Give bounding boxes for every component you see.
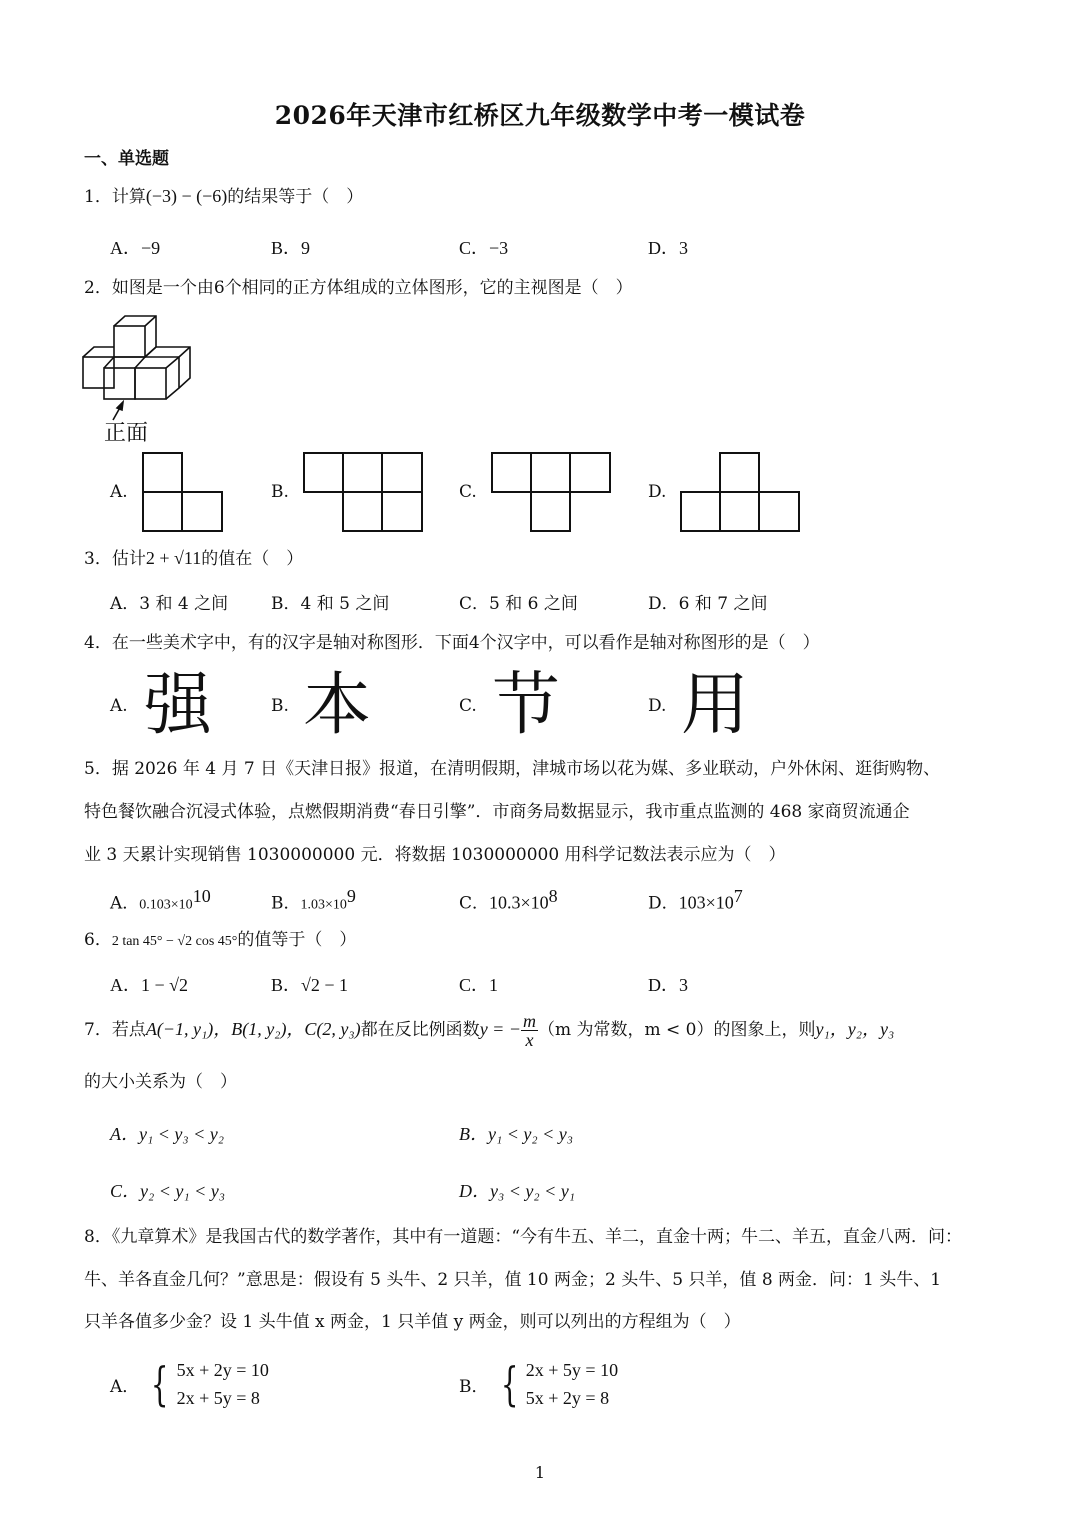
equation-system [110,1356,269,1412]
option-d-figure [680,452,801,532]
option-c-character: 节 [492,666,561,745]
equation-system [459,1356,618,1412]
question-text: 的值在（ ） [201,549,304,569]
function-fraction [521,1012,538,1049]
question-1 [84,184,363,209]
option-b: B．y₁ < y₂ < y₃ [459,1124,574,1144]
option-d-character: 用 [681,666,750,745]
math-points: A(−1, y₁)，B(1, y₂)，C(2, y₃) [145,1019,361,1039]
option-c: C．5 和 6 之间 [459,594,578,614]
equation-rows [526,1356,618,1412]
option-b-letter: B. [271,696,289,716]
fraction-denominator: x [525,1030,534,1050]
option-value: 0.103×10 [139,897,193,913]
question-8-line-2: 牛、羊各直金几何？”意思是：假设有 5 头牛、2 只羊，值 10 两金；2 头牛、5 只羊，值 8 两金．问：1 头牛、1 [84,1270,942,1290]
function-lhs: y = − [479,1019,521,1039]
option-d: D．y₃ < y₂ < y₁ [459,1181,576,1201]
option-d: D．3 [648,238,688,258]
math-variables: y₁，y₂，y₃ [815,1019,895,1039]
brace-icon: { [151,1357,169,1411]
question-4: 4．在一些美术字中，有的汉字是轴对称图形．下面4个汉字中，可以看作是轴对称图形的是（ ） [84,633,820,653]
option-b [271,886,356,914]
equation-1: 2x + 5y = 10 [525,1360,619,1380]
option-a-figure [142,452,224,532]
question-5-line-2: 特色餐饮融合沉浸式体验，点燃假期消费“春日引擎”．市商务局数据显示，我市重点监测的 468 家商贸流通企 [84,802,910,822]
option-b-letter: B. [271,482,289,502]
question-text: 都在反比例函数 [360,1020,480,1040]
question-text: （m 为常数，m < 0）的图象上，则 [537,1020,816,1040]
option-a-letter: A. [110,696,128,716]
option-d-letter: D. [648,696,667,716]
question-number: 6． [84,930,112,950]
question-text: 3．估计 [84,549,146,569]
option-letter: A． [110,1376,140,1397]
question-text: 7．若点 [84,1020,146,1040]
equation-1: 5x + 2y = 10 [176,1360,269,1380]
option-c: C．1 [459,975,499,995]
page-title: 2026年天津市红桥区九年级数学中考一模试卷 [274,101,806,130]
option-c-figure [491,452,612,532]
option-letter: A． [110,893,140,914]
option-a-letter: A. [110,482,128,502]
question-7 [84,1012,894,1049]
cube-solid-figure [80,312,195,422]
question-3 [84,546,303,571]
question-2: 2．如图是一个由6个相同的正方体组成的立体图形，它的主视图是（ ） [84,278,633,298]
question-5-line-3: 业 3 天累计实现销售 1030000000 元．将数据 1030000000 用科学记数法表示应为（ ） [84,845,786,865]
option-letter: C． [459,893,490,914]
option-value: 103×10 [678,892,734,913]
fraction-numerator: m [522,1011,536,1031]
option-a: A．−9 [110,238,161,258]
option-c: C．−3 [459,238,509,258]
question-8-line-1: 8．《九章算术》是我国古代的数学著作，其中有一道题：“今有牛五、羊二，直金十两；牛二、羊五，直金八两．问： [84,1227,963,1247]
option-a: A．y₁ < y₃ < y₂ [110,1124,225,1144]
option-letter: D． [648,893,679,914]
option-value: 10.3×10 [489,892,549,913]
front-label: 正面 [104,421,149,446]
option-b: B．√2 − 1 [271,975,349,995]
equation-2: 2x + 5y = 8 [176,1388,260,1408]
option-d: D．3 [648,975,688,995]
option-b: B．9 [271,238,311,258]
math-expression: 2 + √11 [145,548,202,568]
question-8-line-3: 只羊各值多少金？设 1 头牛值 x 两金，1 只羊值 y 两金，则可以列出的方程组为（ ） [84,1312,741,1332]
question-number: 1． [84,187,112,207]
option-exponent: 7 [733,886,743,906]
option-c: C．y₂ < y₁ < y₃ [110,1181,226,1201]
option-a: A．1 − √2 [110,975,189,995]
option-d: D．6 和 7 之间 [648,594,768,614]
option-c-letter: C. [459,696,477,716]
question-7-line-2: 的大小关系为（ ） [84,1072,237,1092]
option-a-character: 强 [144,666,213,745]
equation-2: 5x + 2y = 8 [525,1388,610,1408]
option-d-letter: D. [648,482,667,502]
question-5-line-1: 5．据 2026 年 4 月 7 日《天津日报》报道，在清明假期，津城市场以花为媒、多业联动，户外休闲、逛街购物、 [84,759,941,779]
question-text: 计算 [111,187,146,207]
equation-rows [177,1356,269,1412]
option-c [459,886,558,914]
option-d [648,886,743,914]
page-number: 1 [534,1463,546,1482]
brace-icon: { [500,1357,518,1411]
section-heading: 一、单选题 [84,149,169,169]
option-exponent: 9 [346,886,356,906]
option-b [459,1356,618,1412]
question-text: 的结果等于（ ） [227,187,364,207]
option-b: B．4 和 5 之间 [271,594,390,614]
math-expression: (−3) − (−6) [145,186,228,206]
option-letter: B． [459,1376,489,1397]
option-a [110,1356,269,1412]
option-b-figure [303,452,424,532]
option-exponent: 10 [192,886,211,906]
option-b-character: 本 [303,666,372,745]
option-a [110,886,211,914]
option-value: 1.03×10 [300,897,347,913]
option-letter: B． [271,893,301,914]
math-expression: 2 tan 45° − √2 cos 45° [111,934,238,949]
question-text: 的值等于（ ） [237,930,357,950]
option-a: A．3 和 4 之间 [110,594,229,614]
option-c-letter: C. [459,482,477,502]
option-exponent: 8 [548,886,558,906]
question-6 [84,928,356,954]
